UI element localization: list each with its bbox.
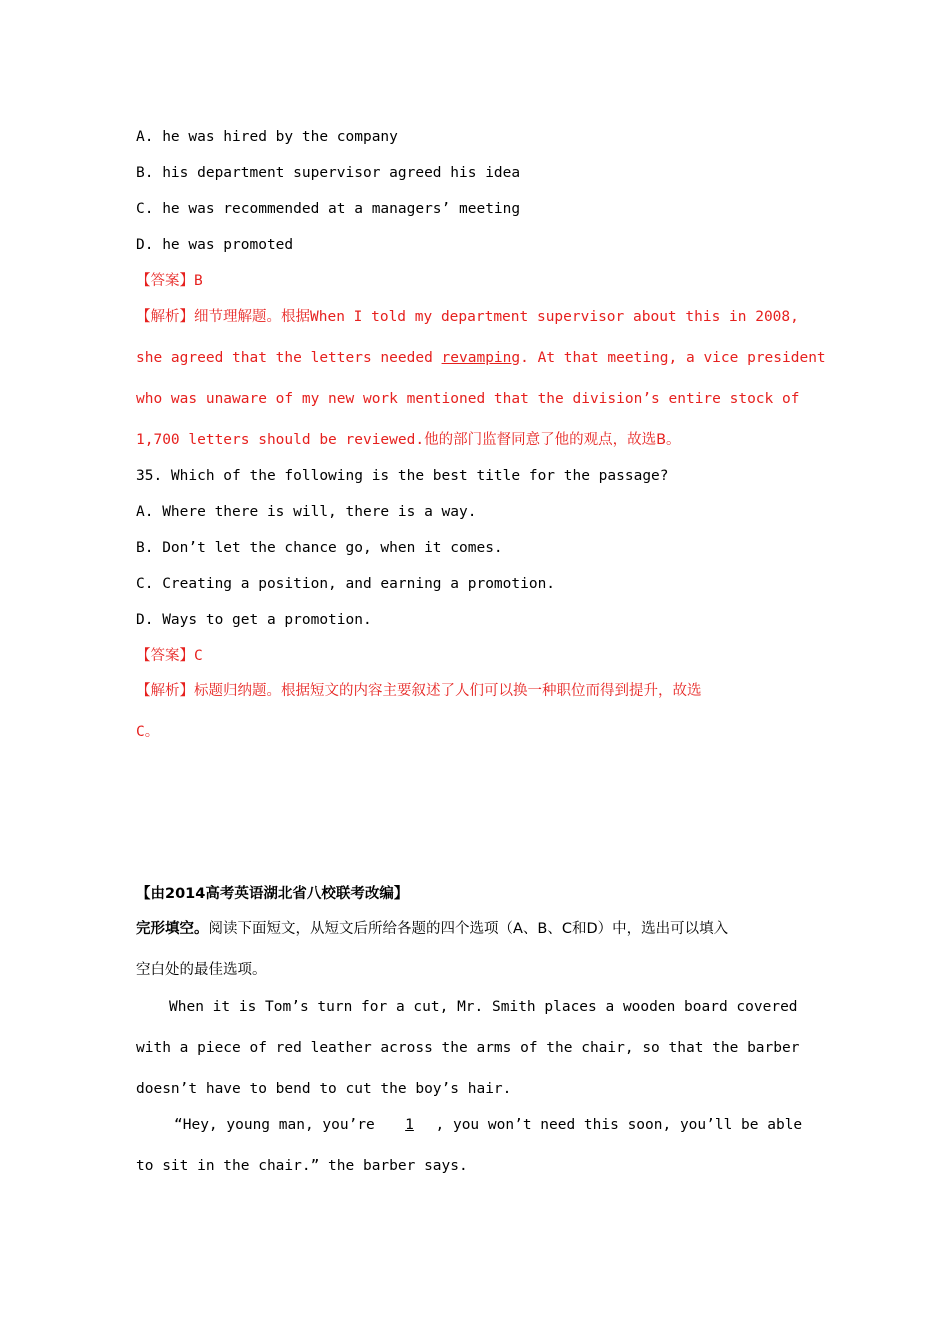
q34-analysis-line-1 [136, 307, 799, 327]
q34-option-a: A. he was hired by the company [136, 129, 398, 145]
analysis-quote-1: When I told my department supervisor about this in 2008, [310, 309, 799, 325]
q35-question: 35. Which of the following is the best title for the passage? [136, 468, 669, 484]
analysis-quote-2b: . At that meeting, a vice president [520, 350, 826, 366]
q35-analysis-line-2: C。 [136, 724, 160, 740]
passage-p1-line-1: When it is Tom’s turn for a cut, Mr. Smith places a wooden board covered [169, 999, 798, 1015]
q34-option-b: B. his department supervisor agreed his idea [136, 165, 521, 181]
answer-tag: 【答案】 [136, 648, 194, 664]
analysis-tag: 【解析】 [136, 309, 194, 325]
q34-option-d: D. he was promoted [136, 237, 294, 253]
q34-analysis-line-4 [136, 430, 681, 450]
analysis-intro: 细节理解题。根据 [194, 309, 310, 325]
passage-p1-line-2: with a piece of red leather across the arms of the chair, so that the barber [136, 1040, 800, 1056]
passage-p2-line-1 [174, 1115, 802, 1135]
passage-text: “Hey, young man, you’re [174, 1117, 384, 1133]
cloze-blank-1: 1 [405, 1117, 414, 1133]
analysis-tag: 【解析】 [136, 683, 194, 699]
section-source: 【由2014高考英语湖北省八校联考改编】 [136, 886, 409, 902]
q34-analysis-line-3: who was unaware of my new work mentioned that the division’s entire stock of [136, 391, 800, 407]
q34-answer [136, 271, 203, 291]
q35-option-b: B. Don’t let the chance go, when it comes. [136, 540, 503, 556]
section-instruction-line-1 [136, 919, 728, 939]
passage-p1-line-3: doesn’t have to bend to cut the boy’s hair. [136, 1081, 512, 1097]
answer-tag: 【答案】 [136, 273, 194, 289]
analysis-text: 标题归纳题。根据短文的内容主要叙述了人们可以换一种职位而得到提升，故选 [194, 683, 702, 699]
instruction-text: 阅读下面短文，从短文后所给各题的四个选项（A、B、C和D）中，选出可以填入 [208, 921, 729, 937]
q35-answer [136, 646, 203, 666]
q34-option-c: C. he was recommended at a managers’ meeting [136, 201, 521, 217]
analysis-quote-2a: she agreed that the letters needed [136, 350, 442, 366]
analysis-underlined-word: revamping [441, 350, 521, 366]
passage-p2-line-2: to sit in the chair.” the barber says. [136, 1158, 468, 1174]
q34-analysis-line-2 [136, 348, 826, 368]
analysis-quote-4: 1,700 letters should be reviewed. [136, 432, 425, 448]
passage-text: , you won’t need this soon, you’ll be able [435, 1117, 803, 1133]
q35-option-d: D. Ways to get a promotion. [136, 612, 372, 628]
section-instruction-line-2: 空白处的最佳选项。 [136, 962, 267, 978]
answer-value: C [194, 648, 203, 664]
q35-option-c: C. Creating a position, and earning a promotion. [136, 576, 556, 592]
answer-value: B [194, 273, 203, 289]
q35-analysis-line-1 [136, 681, 702, 701]
q35-option-a: A. Where there is will, there is a way. [136, 504, 477, 520]
analysis-conclusion: 他的部门监督同意了他的观点，故选B。 [424, 432, 681, 448]
section-title: 完形填空。 [136, 921, 209, 937]
